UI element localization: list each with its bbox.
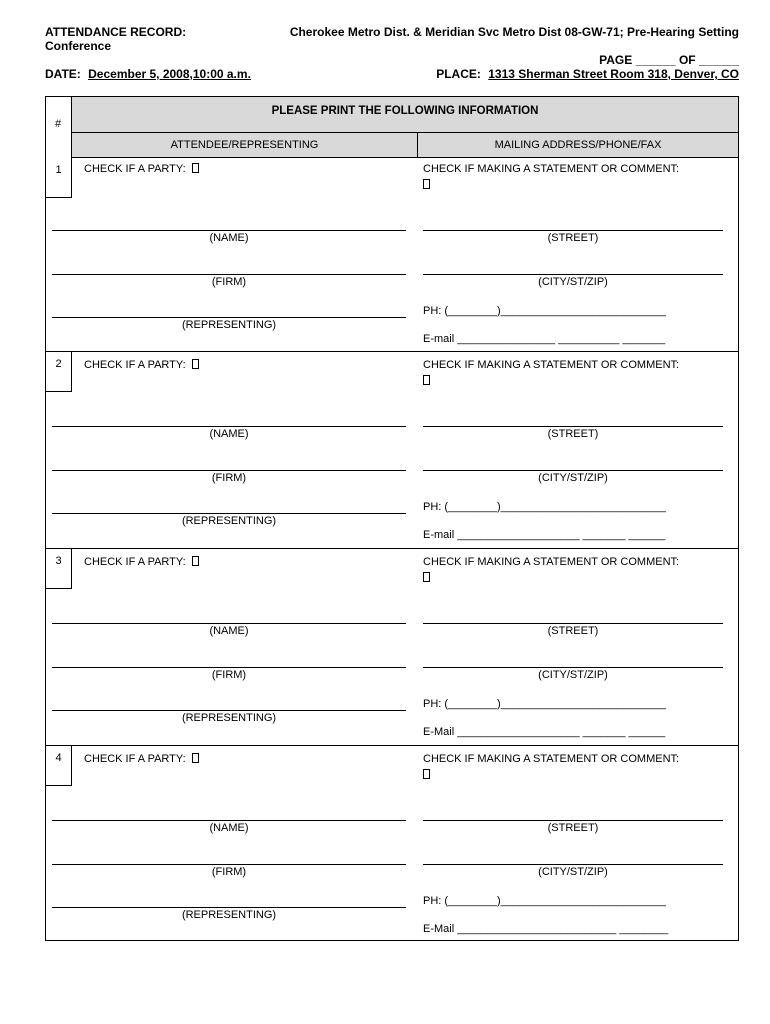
street-field[interactable] [423, 623, 723, 624]
firm-caption: (FIRM) [211, 669, 247, 681]
representing-caption: (REPRESENTING) [181, 909, 277, 921]
city-field[interactable] [423, 667, 723, 668]
party-checkbox[interactable] [192, 753, 199, 763]
city-caption: (CITY/ST/ZIP) [538, 669, 608, 681]
representing-field[interactable] [52, 710, 406, 711]
street-caption: (STREET) [547, 428, 599, 440]
firm-field[interactable] [52, 470, 406, 471]
city-field[interactable] [423, 274, 723, 275]
party-checkbox-row[interactable] [84, 359, 199, 371]
phone-field[interactable]: PH: (________)___________________________ [423, 501, 666, 513]
statement-checkbox[interactable] [423, 375, 430, 385]
form-title: ATTENDANCE RECORD: [45, 25, 187, 39]
date-label: DATE: [45, 67, 81, 81]
entry-number: 2 [46, 352, 72, 392]
street-caption: (STREET) [547, 625, 599, 637]
party-checkbox[interactable] [192, 163, 199, 173]
page-counter: PAGE ______ OF ______ [599, 53, 739, 67]
firm-field[interactable] [52, 274, 406, 275]
party-checkbox-row[interactable] [84, 753, 199, 765]
number-header-label: # [54, 118, 62, 130]
attendee-entry [46, 352, 738, 548]
number-column-header [45, 96, 72, 158]
statement-checkbox[interactable] [423, 572, 430, 582]
party-label: CHECK IF A PARTY: [84, 753, 186, 765]
banner-text: PLEASE PRINT THE FOLLOWING INFORMATION [271, 105, 539, 117]
party-checkbox-row[interactable] [84, 556, 199, 568]
email-field[interactable]: E-Mail __________________________ ________ [423, 923, 669, 935]
party-checkbox-row[interactable] [84, 163, 199, 175]
statement-checkbox[interactable] [423, 769, 430, 779]
date-value: December 5, 2008,10:00 a.m. [88, 67, 251, 81]
firm-caption: (FIRM) [211, 472, 247, 484]
attendee-column-header: ATTENDEE/REPRESENTING [72, 133, 418, 158]
email-field[interactable]: E-mail ________________ __________ _______ [423, 333, 666, 345]
name-field[interactable] [52, 820, 406, 821]
statement-checkbox[interactable] [423, 179, 430, 189]
name-field[interactable] [52, 230, 406, 231]
phone-field[interactable]: PH: (________)___________________________ [423, 895, 666, 907]
date-line [45, 67, 251, 81]
name-caption: (NAME) [209, 822, 249, 834]
street-field[interactable] [423, 426, 723, 427]
party-label: CHECK IF A PARTY: [84, 163, 186, 175]
city-field[interactable] [423, 470, 723, 471]
statement-label: CHECK IF MAKING A STATEMENT OR COMMENT: [423, 556, 680, 568]
name-caption: (NAME) [209, 428, 249, 440]
attendee-entry [46, 746, 738, 941]
place-value: 1313 Sherman Street Room 318, Denver, CO [488, 67, 739, 81]
statement-label: CHECK IF MAKING A STATEMENT OR COMMENT: [423, 163, 680, 175]
address-column-header: MAILING ADDRESS/PHONE/FAX [418, 133, 738, 158]
column-divider [417, 133, 418, 158]
name-caption: (NAME) [209, 625, 249, 637]
email-field[interactable]: E-Mail ____________________ _______ ______ [423, 726, 666, 738]
city-caption: (CITY/ST/ZIP) [538, 866, 608, 878]
city-field[interactable] [423, 864, 723, 865]
phone-field[interactable]: PH: (________)___________________________ [423, 698, 666, 710]
email-field[interactable]: E-mail ____________________ _______ ______ [423, 529, 666, 541]
representing-field[interactable] [52, 317, 406, 318]
firm-caption: (FIRM) [211, 276, 247, 288]
street-field[interactable] [423, 230, 723, 231]
representing-caption: (REPRESENTING) [181, 515, 277, 527]
representing-caption: (REPRESENTING) [181, 712, 277, 724]
phone-field[interactable]: PH: (________)___________________________ [423, 305, 666, 317]
entry-number: 3 [46, 549, 72, 589]
party-label: CHECK IF A PARTY: [84, 556, 186, 568]
firm-caption: (FIRM) [211, 866, 247, 878]
case-title: Cherokee Metro Dist. & Meridian Svc Metro Dist 08-GW-71; Pre-Hearing Setting [289, 25, 739, 39]
entry-number: 4 [46, 746, 72, 786]
party-checkbox[interactable] [192, 556, 199, 566]
firm-field[interactable] [52, 667, 406, 668]
representing-field[interactable] [52, 513, 406, 514]
name-field[interactable] [52, 426, 406, 427]
statement-label: CHECK IF MAKING A STATEMENT OR COMMENT: [423, 753, 680, 765]
place-line [436, 67, 739, 81]
representing-caption: (REPRESENTING) [181, 319, 277, 331]
place-label: PLACE: [436, 67, 481, 81]
city-caption: (CITY/ST/ZIP) [538, 472, 608, 484]
attendee-entry [46, 549, 738, 745]
entry-number: 1 [46, 158, 72, 198]
name-field[interactable] [52, 623, 406, 624]
name-caption: (NAME) [209, 232, 249, 244]
city-caption: (CITY/ST/ZIP) [538, 276, 608, 288]
street-caption: (STREET) [547, 822, 599, 834]
form-subtitle: Conference [45, 39, 112, 53]
street-caption: (STREET) [547, 232, 599, 244]
firm-field[interactable] [52, 864, 406, 865]
statement-label: CHECK IF MAKING A STATEMENT OR COMMENT: [423, 359, 680, 371]
party-label: CHECK IF A PARTY: [84, 359, 186, 371]
representing-field[interactable] [52, 907, 406, 908]
attendee-entry [46, 158, 738, 351]
party-checkbox[interactable] [192, 359, 199, 369]
instructions-banner [72, 97, 738, 133]
street-field[interactable] [423, 820, 723, 821]
